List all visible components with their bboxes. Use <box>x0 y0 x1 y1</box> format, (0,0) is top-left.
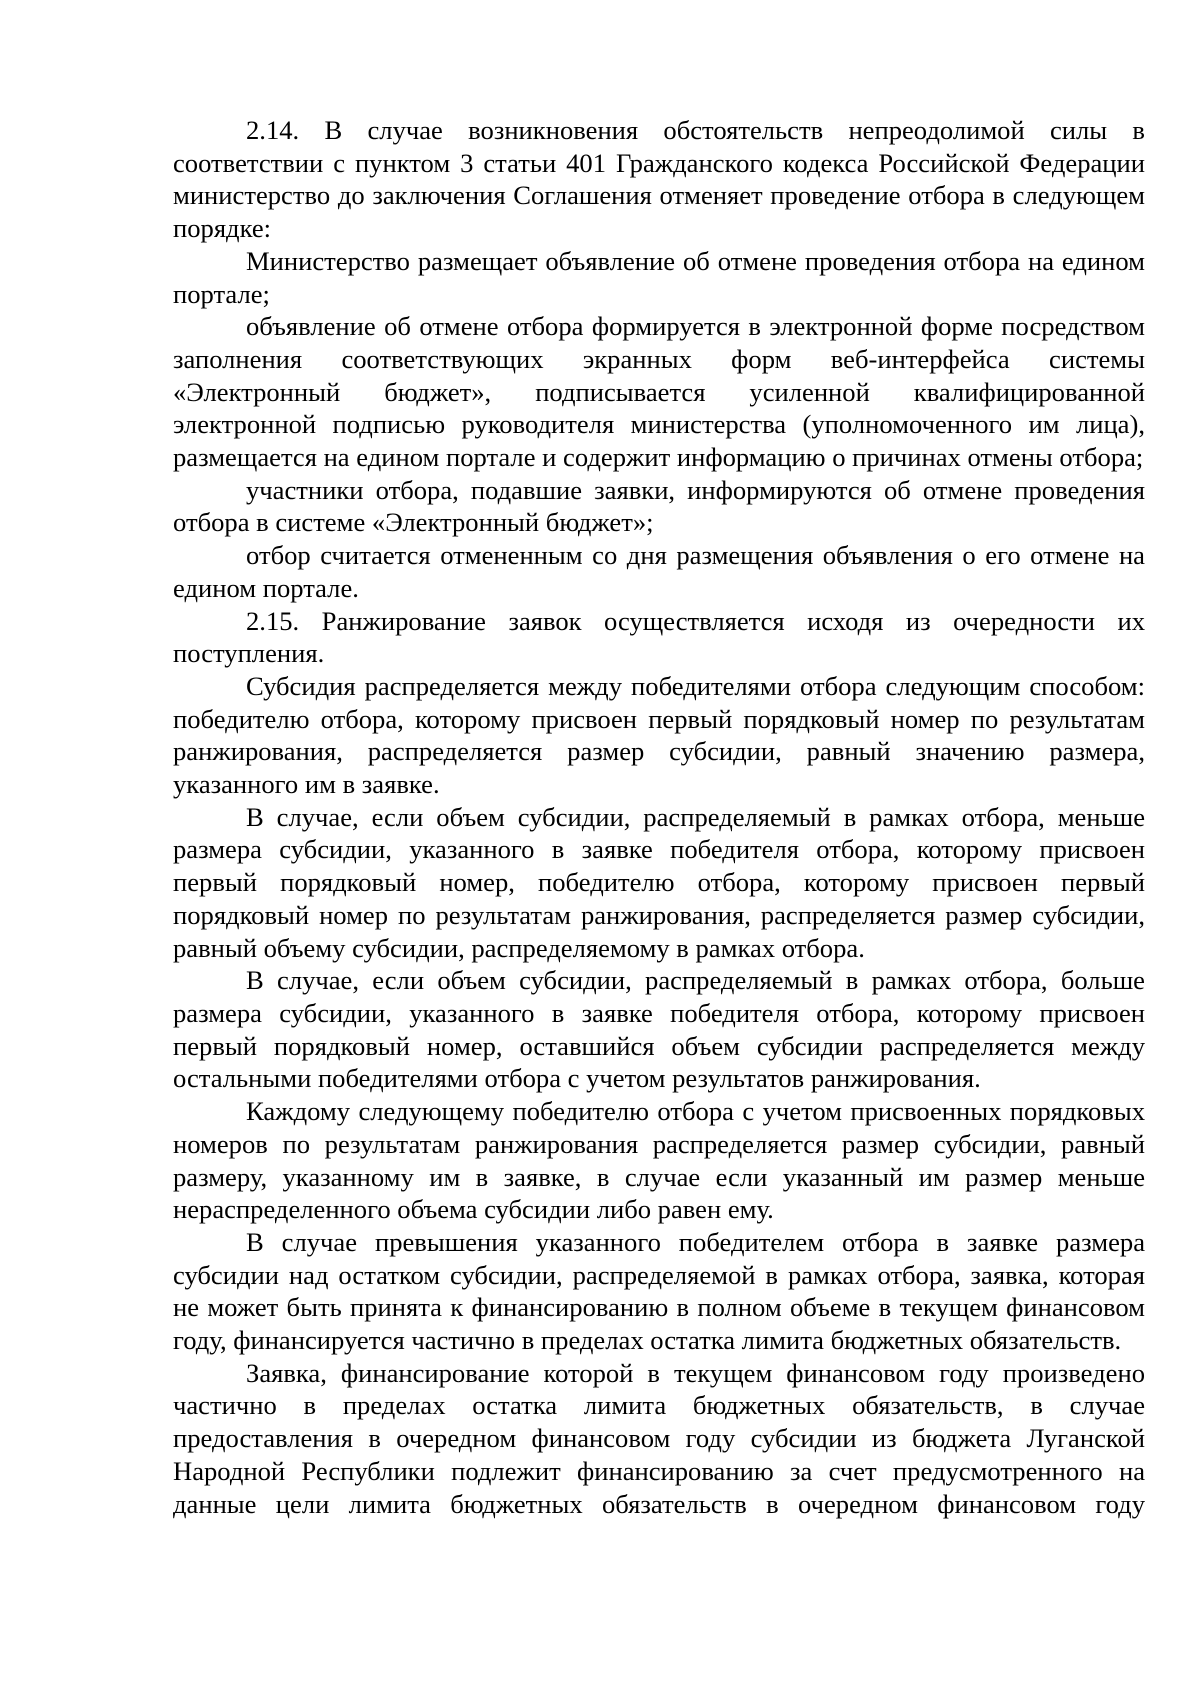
paragraph-subsidy-distribution: Субсидия распределяется между победителями отбора следующим способом: победителю отбора, которому присвоен первый порядковый номер по результатам ранжирования, распределяется размер субсидии, равный значению размера, указанного им в заявке. <box>173 670 1145 800</box>
paragraph-volume-less: В случае, если объем субсидии, распределяемый в рамках отбора, меньше размера субсидии, указанного в заявке победителя отбора, которому присвоен первый порядковый номер, победителю отбора, которому присвоен первый порядковый номер по результатам ранжирования, распределяется размер субсидии, равный объему субсидии, распределяемому в рамках отбора. <box>173 801 1145 963</box>
paragraph-ministry-announcement: Министерство размещает объявление об отмене проведения отбора на едином портале; <box>173 245 1145 309</box>
paragraph-volume-more: В случае, если объем субсидии, распределяемый в рамках отбора, больше размера субсидии, указанного в заявке победителя отбора, которому присвоен первый порядковый номер, оставшийся объем субсидии распределяется между остальными победителями отбора с учетом результатов ранжирования. <box>173 965 1145 1094</box>
paragraph-excess-case: В случае превышения указанного победителем отбора в заявке размера субсидии над остатком субсидии, распределяемой в рамках отбора, заявка, которая не может быть принята к финансированию в полном объеме в текущем финансовом году, финансируется частично в пределах остатка лимита бюджетных обязательств. <box>173 1226 1145 1356</box>
paragraph-each-next-winner: Каждому следующему победителю отбора с учетом присвоенных порядковых номеров по результатам ранжирования распределяется размер субсидии, равный размеру, указанному им в заявке, в случае если указанный им размер меньше нераспределенного объема субсидии либо равен ему. <box>173 1096 1145 1225</box>
paragraph-participants-informed: участники отбора, подавшие заявки, информируются об отмене проведения отбора в системе «Электронный бюджет»; <box>173 474 1145 538</box>
paragraph-2-14: 2.14. В случае возникновения обстоятельств непреодолимой силы в соответствии с пунктом 3 статьи 401 Гражданского кодекса Российской Федерации министерство до заключения Соглашения отменяет проведение отбора в следующем порядке: <box>173 115 1145 244</box>
paragraph-cancellation-date: отбор считается отмененным со дня размещения объявления о его отмене на едином портале. <box>173 540 1145 603</box>
paragraph-2-15: 2.15. Ранжирование заявок осуществляется исходя из очередности их поступления. <box>173 605 1145 669</box>
paragraph-partial-financing: Заявка, финансирование которой в текущем финансовом году произведено частично в пределах остатка лимита бюджетных обязательств, в случае предоставления в очередном финансовом году субсидии из бюджета Луганской Народной Республики подлежит финансированию за счет предусмотренного на данные цели лимита бюджетных обязательств в очередном финансовом году <box>173 1357 1145 1519</box>
paragraph-cancellation-form: объявление об отмене отбора формируется в электронной форме посредством заполнения соответствующих экранных форм веб-интерфейса системы «Электронный бюджет», подписывается усиленной квалифицированной электронной подписью руководителя министерства (уполномоченного им лица), размещается на едином портале и содержит информацию о причинах отмены отбора; <box>173 311 1145 473</box>
document-page <box>173 114 1145 1520</box>
